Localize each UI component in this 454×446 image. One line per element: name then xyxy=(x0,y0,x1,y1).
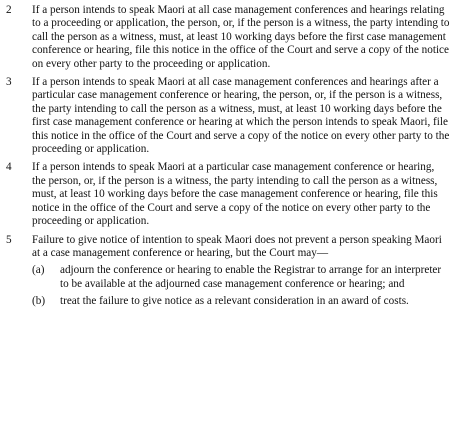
subitem-text: treat the failure to give notice as a relevant consideration in an award of costs. xyxy=(60,295,409,308)
paragraph-text: If a person intends to speak Maori at all case management conferences and hearings relating to a proceeding or application, the person, or, if the person is a witness, the party intending to call the person as a witness, must, at least 10 working days before the first case management conference or hearing, file this notice in the office of the Court and serve a copy of the notice on every other party to the proceeding or application. xyxy=(32,4,450,70)
paragraph-text: If a person intends to speak Maori at a particular case management conference or hearing, the person, or, if the person is a witness, the party intending to call the person as a witness, must, at least 10 working days before the case management conference or hearing, file this notice in the office of the Court and serve a copy of the notice on every other party to the proceeding or application. xyxy=(32,161,438,228)
subitem-a xyxy=(32,264,450,291)
subitem-list xyxy=(32,264,450,308)
paragraph-2 xyxy=(4,4,450,71)
paragraph-number: 5 xyxy=(6,233,12,246)
paragraph-number: 2 xyxy=(6,4,12,16)
paragraph-5 xyxy=(4,234,450,313)
subitem-label: (b) xyxy=(32,295,46,308)
paragraph-number: 3 xyxy=(6,76,12,89)
paragraph-number: 4 xyxy=(6,161,12,174)
paragraph-text: If a person intends to speak Maori at all case management conferences and hearings after a particular case management conference or hearing, the person, or, if the person is a witness, the party intending to call the person as a witness, must, at least 10 working days before the first case management conference or hearing at which the person intends to speak Maori, file this notice in the office of the Court and serve a copy of the notice on every other party to the proceeding or application. xyxy=(32,76,450,156)
paragraph-text: Failure to give notice of intention to speak Maori does not prevent a person speaking Maori at a case management conference or hearing, but the Court may— xyxy=(32,233,442,259)
paragraph-3 xyxy=(4,76,450,156)
subitem-label: (a) xyxy=(32,264,45,277)
paragraph-body xyxy=(32,234,450,313)
subitem-text: adjourn the conference or hearing to enable the Registrar to arrange for an interpreter to be available at the adjourned case management conference or hearing; and xyxy=(60,264,442,290)
subitem-b xyxy=(32,295,450,308)
paragraph-4 xyxy=(4,161,450,228)
